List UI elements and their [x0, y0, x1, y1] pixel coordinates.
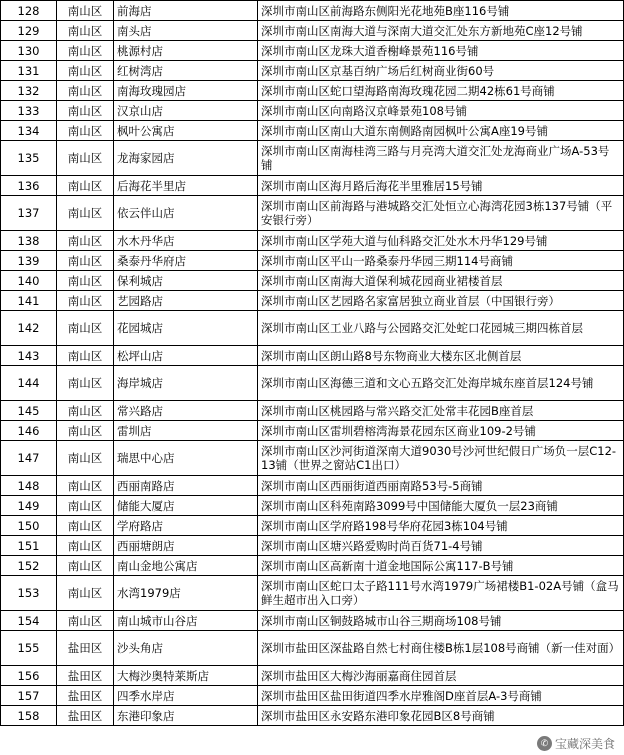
store-number-cell: 152 [1, 556, 57, 576]
store-name-cell: 水湾1979店 [114, 576, 258, 611]
store-number-cell: 150 [1, 516, 57, 536]
store-name-cell: 南海玫瑰园店 [114, 81, 258, 101]
district-cell: 南山区 [57, 21, 114, 41]
address-cell: 深圳市南山区雷圳碧榕湾海景花园东区商业109-2号铺 [258, 421, 624, 441]
address-cell: 深圳市南山区铜鼓路城市山谷三期商场108号铺 [258, 611, 624, 631]
district-cell: 南山区 [57, 41, 114, 61]
wechat-icon: ✆ [537, 736, 552, 751]
store-number-cell: 137 [1, 196, 57, 231]
district-cell: 盐田区 [57, 686, 114, 706]
address-cell: 深圳市南山区前海路东侧阳光花地苑B座116号铺 [258, 1, 624, 21]
address-cell: 深圳市南山区科苑南路3099号中国储能大厦负一层23商铺 [258, 496, 624, 516]
table-row [1, 576, 624, 611]
district-cell: 南山区 [57, 536, 114, 556]
address-cell: 深圳市南山区塘兴路爱购时尚百货71-4号铺 [258, 536, 624, 556]
table-row [1, 101, 624, 121]
table-row [1, 41, 624, 61]
store-name-cell: 瑞思中心店 [114, 441, 258, 476]
watermark [535, 734, 618, 753]
store-name-cell: 后海花半里店 [114, 176, 258, 196]
store-number-cell: 153 [1, 576, 57, 611]
store-number-cell: 151 [1, 536, 57, 556]
store-number-cell: 138 [1, 231, 57, 251]
table-row [1, 21, 624, 41]
store-number-cell: 143 [1, 346, 57, 366]
table-row [1, 686, 624, 706]
store-name-cell: 枫叶公寓店 [114, 121, 258, 141]
address-cell: 深圳市南山区向南路汉京峰景苑108号铺 [258, 101, 624, 121]
store-name-cell: 海岸城店 [114, 366, 258, 401]
store-number-cell: 131 [1, 61, 57, 81]
address-cell: 深圳市南山区西丽街道西丽南路53号-5商铺 [258, 476, 624, 496]
store-number-cell: 133 [1, 101, 57, 121]
store-number-cell: 135 [1, 141, 57, 176]
district-cell: 南山区 [57, 61, 114, 81]
store-name-cell: 东港印象店 [114, 706, 258, 726]
address-cell: 深圳市南山区高新南十道金地国际公寓117-B号铺 [258, 556, 624, 576]
district-cell: 南山区 [57, 401, 114, 421]
store-name-cell: 四季水岸店 [114, 686, 258, 706]
store-number-cell: 134 [1, 121, 57, 141]
store-number-cell: 147 [1, 441, 57, 476]
watermark-text: 宝藏深美食 [554, 737, 615, 751]
district-cell: 盐田区 [57, 706, 114, 726]
store-name-cell: 雷圳店 [114, 421, 258, 441]
store-number-cell: 144 [1, 366, 57, 401]
district-cell: 盐田区 [57, 631, 114, 666]
address-cell: 深圳市南山区南海桂湾三路与月亮湾大道交汇处龙海商业广场A-53号铺 [258, 141, 624, 176]
district-cell: 南山区 [57, 476, 114, 496]
district-cell: 南山区 [57, 231, 114, 251]
store-number-cell: 158 [1, 706, 57, 726]
store-number-cell: 156 [1, 666, 57, 686]
address-cell: 深圳市南山区南海大道与深南大道交汇处东方新地苑C座12号铺 [258, 21, 624, 41]
district-cell: 南山区 [57, 196, 114, 231]
address-cell: 深圳市盐田区永安路东港印象花园B区8号商铺 [258, 706, 624, 726]
district-cell: 南山区 [57, 176, 114, 196]
store-name-cell: 学府路店 [114, 516, 258, 536]
table-row [1, 496, 624, 516]
table-row [1, 401, 624, 421]
store-name-cell: 红树湾店 [114, 61, 258, 81]
address-cell: 深圳市盐田区深盐路自然七村商住楼B栋1层108号商铺（新一佳对面） [258, 631, 624, 666]
district-cell: 南山区 [57, 81, 114, 101]
store-name-cell: 沙头角店 [114, 631, 258, 666]
store-name-cell: 桑泰丹华府店 [114, 251, 258, 271]
store-name-cell: 大梅沙奥特莱斯店 [114, 666, 258, 686]
store-name-cell: 花园城店 [114, 311, 258, 346]
district-cell: 南山区 [57, 516, 114, 536]
store-name-cell: 西丽南路店 [114, 476, 258, 496]
table-row [1, 366, 624, 401]
store-number-cell: 140 [1, 271, 57, 291]
store-name-cell: 保利城店 [114, 271, 258, 291]
store-name-cell: 前海店 [114, 1, 258, 21]
store-number-cell: 149 [1, 496, 57, 516]
address-cell: 深圳市南山区蛇口望海路南海玫瑰花园二期42栋61号商铺 [258, 81, 624, 101]
store-number-cell: 155 [1, 631, 57, 666]
district-cell: 南山区 [57, 141, 114, 176]
district-cell: 南山区 [57, 366, 114, 401]
store-number-cell: 148 [1, 476, 57, 496]
table-row [1, 1, 624, 21]
district-cell: 南山区 [57, 311, 114, 346]
store-name-cell: 依云伴山店 [114, 196, 258, 231]
store-number-cell: 145 [1, 401, 57, 421]
address-cell: 深圳市盐田区大梅沙海丽嘉商住园首层 [258, 666, 624, 686]
store-name-cell: 龙海家园店 [114, 141, 258, 176]
store-name-cell: 汉京山店 [114, 101, 258, 121]
district-cell: 南山区 [57, 556, 114, 576]
table-row [1, 251, 624, 271]
table-row [1, 516, 624, 536]
address-cell: 深圳市南山区朗山路8号东物商业大楼东区北侧首层 [258, 346, 624, 366]
address-cell: 深圳市南山区沙河街道深南大道9030号沙河世纪假日广场负一层C12-13铺（世界之窗站C1出口） [258, 441, 624, 476]
district-cell: 南山区 [57, 346, 114, 366]
store-table-body [1, 1, 624, 726]
store-number-cell: 136 [1, 176, 57, 196]
table-row [1, 476, 624, 496]
store-name-cell: 南山金地公寓店 [114, 556, 258, 576]
district-cell: 南山区 [57, 421, 114, 441]
district-cell: 南山区 [57, 611, 114, 631]
table-row [1, 121, 624, 141]
district-cell: 南山区 [57, 271, 114, 291]
table-row [1, 556, 624, 576]
table-row [1, 706, 624, 726]
address-cell: 深圳市南山区南山大道东南侧路南园枫叶公寓A座19号铺 [258, 121, 624, 141]
store-name-cell: 常兴路店 [114, 401, 258, 421]
table-row [1, 311, 624, 346]
district-cell: 南山区 [57, 251, 114, 271]
store-name-cell: 松坪山店 [114, 346, 258, 366]
store-number-cell: 132 [1, 81, 57, 101]
store-number-cell: 146 [1, 421, 57, 441]
address-cell: 深圳市南山区平山一路桑泰丹华园三期114号商铺 [258, 251, 624, 271]
table-row [1, 271, 624, 291]
store-number-cell: 157 [1, 686, 57, 706]
address-cell: 深圳市盐田区盐田街道四季水岸雅阁D座首层A-3号商铺 [258, 686, 624, 706]
address-cell: 深圳市南山区前海路与港城路交汇处恒立心海湾花园3栋137号铺（平安银行旁） [258, 196, 624, 231]
table-row [1, 441, 624, 476]
table-row [1, 666, 624, 686]
store-name-cell: 艺园路店 [114, 291, 258, 311]
address-cell: 深圳市南山区桃园路与常兴路交汇处常丰花园B座首层 [258, 401, 624, 421]
store-name-cell: 南山城市山谷店 [114, 611, 258, 631]
table-row [1, 611, 624, 631]
district-cell: 南山区 [57, 496, 114, 516]
table-row [1, 141, 624, 176]
table-row [1, 81, 624, 101]
district-cell: 南山区 [57, 441, 114, 476]
address-cell: 深圳市南山区海德三道和文心五路交汇处海岸城东座首层124号铺 [258, 366, 624, 401]
district-cell: 南山区 [57, 576, 114, 611]
store-name-cell: 储能大厦店 [114, 496, 258, 516]
district-cell: 南山区 [57, 121, 114, 141]
table-row [1, 196, 624, 231]
table-row [1, 536, 624, 556]
store-name-cell: 桃源村店 [114, 41, 258, 61]
table-row [1, 631, 624, 666]
table-row [1, 291, 624, 311]
store-name-cell: 西丽塘朗店 [114, 536, 258, 556]
table-row [1, 231, 624, 251]
table-row [1, 176, 624, 196]
address-cell: 深圳市南山区学苑大道与仙科路交汇处水木丹华129号铺 [258, 231, 624, 251]
table-row [1, 61, 624, 81]
district-cell: 盐田区 [57, 666, 114, 686]
store-name-cell: 水木丹华店 [114, 231, 258, 251]
address-cell: 深圳市南山区海月路后海花半里雅居15号铺 [258, 176, 624, 196]
store-number-cell: 130 [1, 41, 57, 61]
address-cell: 深圳市南山区工业八路与公园路交汇处蛇口花园城三期四栋首层 [258, 311, 624, 346]
address-cell: 深圳市南山区蛇口太子路111号水湾1979广场裙楼B1-02A号铺（盒马鲜生超市出入口旁） [258, 576, 624, 611]
store-number-cell: 139 [1, 251, 57, 271]
table-row [1, 346, 624, 366]
store-number-cell: 129 [1, 21, 57, 41]
district-cell: 南山区 [57, 1, 114, 21]
store-number-cell: 128 [1, 1, 57, 21]
address-cell: 深圳市南山区龙珠大道香榭峰景苑116号铺 [258, 41, 624, 61]
store-name-cell: 南头店 [114, 21, 258, 41]
address-cell: 深圳市南山区京基百纳广场后红树商业街60号 [258, 61, 624, 81]
store-number-cell: 154 [1, 611, 57, 631]
address-cell: 深圳市南山区学府路198号华府花园3栋104号铺 [258, 516, 624, 536]
store-number-cell: 141 [1, 291, 57, 311]
district-cell: 南山区 [57, 101, 114, 121]
table-row [1, 421, 624, 441]
district-cell: 南山区 [57, 291, 114, 311]
address-cell: 深圳市南山区艺园路名家富居独立商业首层（中国银行旁） [258, 291, 624, 311]
address-cell: 深圳市南山区南海大道保利城花园商业裙楼首层 [258, 271, 624, 291]
store-number-cell: 142 [1, 311, 57, 346]
